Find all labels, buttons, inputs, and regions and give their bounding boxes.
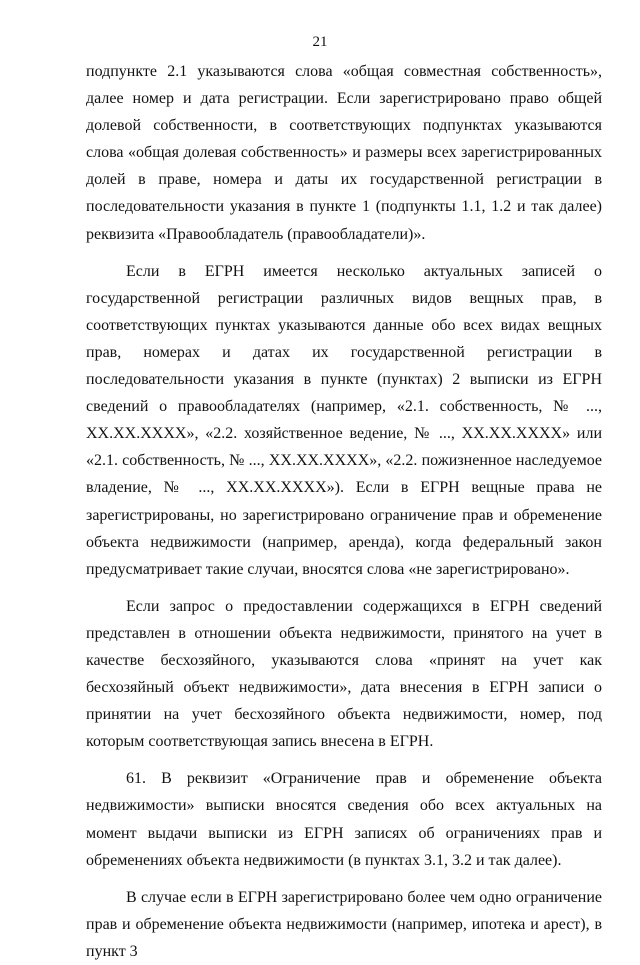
- page-number: 21: [312, 34, 328, 50]
- document-body: [86, 58, 602, 965]
- paragraph-multiple-encumbrances: В случае если в ЕГРН зарегистрировано более чем одно ограничение прав и обременение объекта недвижимости (например, ипотека и арест), в пункт 3: [86, 888, 602, 960]
- paragraph-multiple-rights: Если в ЕГРН имеется несколько актуальных записей о государственной регистрации различных видов вещных прав, в соответствующих пунктах указываются данные обо всех видах вещных прав, номерах и датах их государственной регистрации в последовательности указания в пункте (пунктах) 2 выписки из ЕГРН сведений о правообладателях (например, «2.1. собственность, № ..., XX.XX.XXXX», «2.2. хозяйственное ведение, № ..., XX.XX.XXXX» или «2.1. собственность, № ..., XX.XX.XXXX», «2.2. пожизненное наследуемое владение, № ..., XX.XX.XXXX»). Если в ЕГРН вещные права не зарегистрированы, но зарегистрировано ограничение прав и обременение объекта недвижимости (например, аренда), когда федеральный закон предусматривает такие случаи, вносятся слова «не зарегистрировано».: [86, 262, 602, 578]
- paragraph-ownerless-object: Если запрос о предоставлении содержащихся в ЕГРН сведений представлен в отношении объекта недвижимости, принятого на учет в качестве бесхозяйного, указываются слова «принят на учет как бесхозяйный объект недвижимости», дата внесения в ЕГРН записи о принятии на учет бесхозяйного объекта недвижимости, номер, под которым соответствующая запись внесена в ЕГРН.: [86, 597, 602, 751]
- paragraph-item-61: 61. В реквизит «Ограничение прав и обременение объекта недвижимости» выписки вносятся сведения обо всех актуальных на момент выдачи выписки из ЕГРН записях об ограничениях прав и обременениях объекта недвижимости (в пунктах 3.1, 3.2 и так далее).: [86, 770, 602, 869]
- paragraph-continuation: подпункте 2.1 указываются слова «общая совместная собственность», далее номер и дата регистрации. Если зарегистрировано право общей долевой собственности, в соответствующих подпунктах указываются слова «общая долевая собственность» и размеры всех зарегистрированных долей в праве, номера и даты их государственной регистрации в последовательности указания в пункте 1 (подпункты 1.1, 1.2 и так далее) реквизита «Правообладатель (правообладатели)».: [86, 63, 602, 243]
